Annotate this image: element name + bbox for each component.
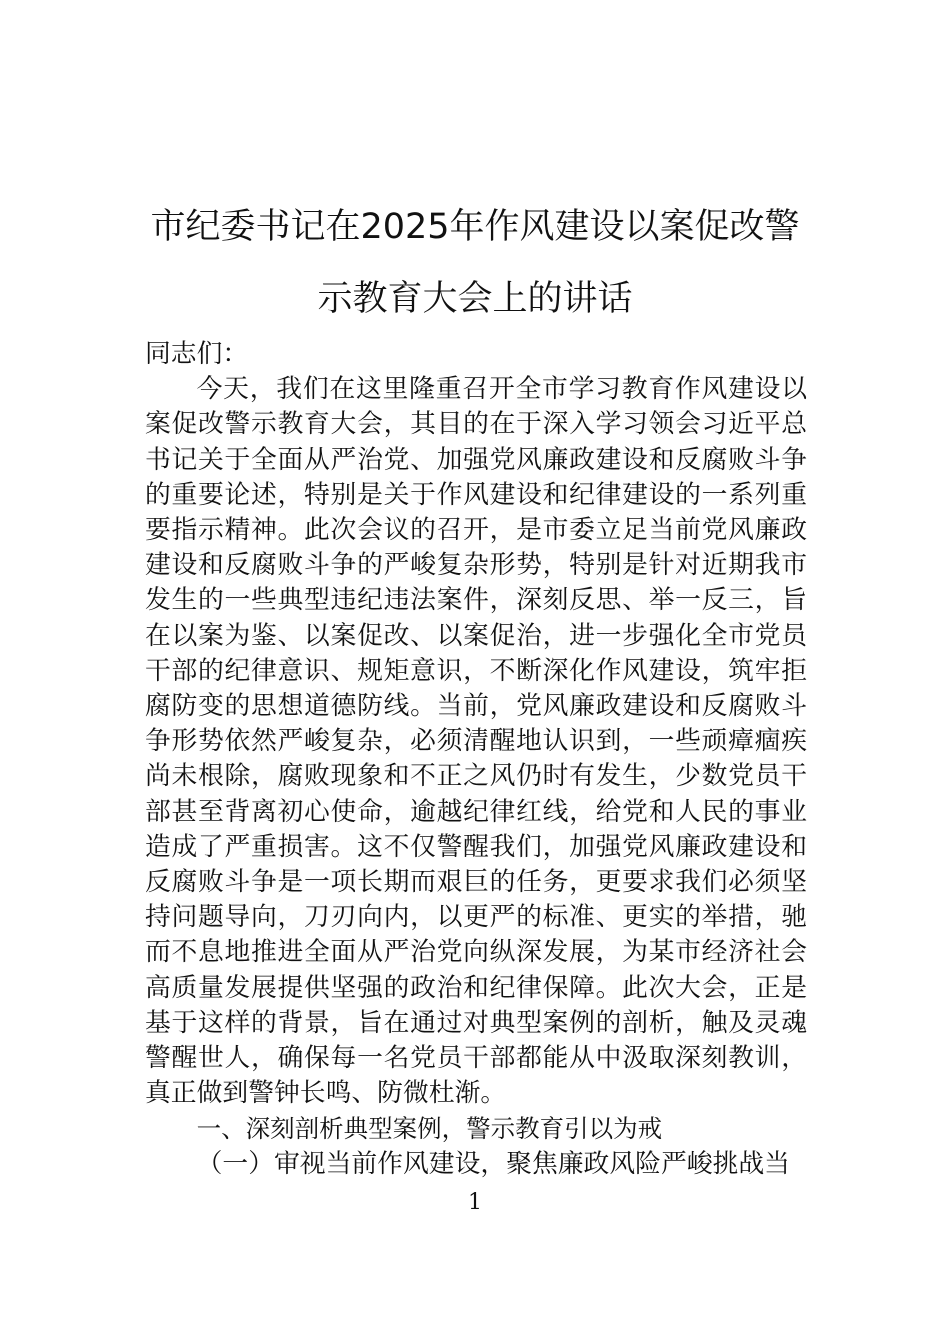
salutation: 同志们： xyxy=(145,339,249,369)
page-number: 1 xyxy=(468,1190,482,1215)
title-line-1: 市纪委书记在2025年作风建设以案促改警 xyxy=(150,207,800,248)
document-body xyxy=(145,337,807,1182)
title-line-2: 示教育大会上的讲话 xyxy=(317,279,633,320)
body-paragraph: 今天，我们在这里隆重召开全市学习教育作风建设以案促改警示教育大会，其目的在于深入学习领会习近平总书记关于全面从严治党、加强党风廉政建设和反腐败斗争的重要论述，特别是关于作风建设和纪律建设的一系列重要指示精神。此次会议的召开，是市委立足当前党风廉政建设和反腐败斗争的严峻复杂形势，特别是针对近期我市发生的一些典型违纪违法案件，深刻反思、举一反三，旨在以案为鉴、以案促改、以案促治，进一步强化全市党员干部的纪律意识、规矩意识，不断深化作风建设，筑牢拒腐防变的思想道德防线。当前，党风廉政建设和反腐败斗争形势依然严峻复杂，必须清醒地认识到，一些顽瘴痼疾尚未根除，腐败现象和不正之风仍时有发生，少数党员干部甚至背离初心使命，逾越纪律红线，给党和人民的事业造成了严重损害。这不仅警醒我们，加强党风廉政建设和反腐败斗争是一项长期而艰巨的任务，更要求我们必须坚持问题导向，刀刃向内，以更严的标准、更实的举措，驰而不息地推进全面从严治党向纵深发展，为某市经济社会高质量发展提供坚强的政治和纪律保障。此次大会，正是基于这样的背景，旨在通过对典型案例的剖析，触及灵魂警醒世人，确保每一名党员干部都能从中汲取深刻教训，真正做到警钟长鸣、防微杜渐。 xyxy=(145,374,807,1109)
document-title xyxy=(140,191,810,335)
section-heading: 一、深刻剖析典型案例，警示教育引以为戒 xyxy=(196,1114,663,1144)
subsection-heading: （一）审视当前作风建设，聚焦廉政风险严峻挑战当 xyxy=(196,1148,790,1179)
